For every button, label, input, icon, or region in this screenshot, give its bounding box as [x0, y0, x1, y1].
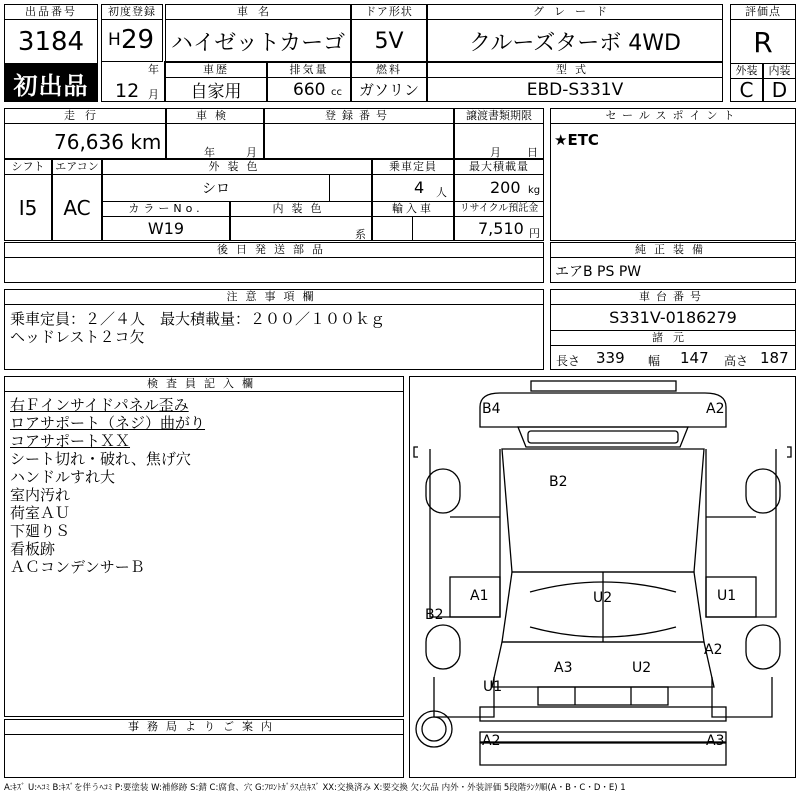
- import-cell-b: [412, 216, 454, 241]
- car-name-header: 車名: [165, 4, 351, 20]
- width-label: 幅: [648, 354, 661, 368]
- inspector-note: 看板跡: [10, 540, 56, 558]
- reg-no-header: 登録番号: [264, 108, 454, 124]
- genuine-header: 純正装備: [550, 242, 796, 258]
- mark-b4: B4: [482, 401, 501, 417]
- sales-point-header: セールスポイント: [550, 108, 796, 124]
- shift-value: I5: [4, 174, 52, 241]
- displacement-header: 排気量: [267, 62, 351, 78]
- int-color-header: 内装色: [230, 201, 372, 217]
- fuel-value: ガソリン: [351, 77, 427, 102]
- length-value: 339: [596, 349, 625, 367]
- grade-value: クルーズターボ 4WD: [469, 30, 681, 56]
- specs-header: 諸元: [550, 330, 796, 346]
- car-diagram-svg: [410, 377, 795, 777]
- mark-u2-rear: U2: [632, 660, 652, 676]
- mark-u2-center: U2: [593, 590, 613, 606]
- mark-a1-left: A1: [470, 588, 489, 604]
- reg-no-cell: [264, 123, 454, 159]
- legend: A:ｷｽﾞ U:ﾍｺﾐ B:ｷｽﾞを伴うﾍｺﾐ P:要塗装 W:補修跡 S:錆 C:腐食、穴 G:ﾌﾛﾝﾄｶﾞﾗｽ点ｷｽﾞ XX:交換済み X:要交換 欠:欠品 内外・外装評価 5段階ﾗﾝｸ順(A・B・C・D・E) 1: [4, 783, 626, 793]
- mileage-header: 走行: [4, 108, 166, 124]
- month-unit: 月: [148, 88, 159, 101]
- ext-color-header: 外装色: [102, 159, 372, 175]
- era-letter: H: [108, 30, 121, 50]
- max-load-unit: kg: [528, 185, 541, 196]
- first-reg-header: 初度登録: [101, 4, 163, 20]
- history-value: 自家用: [165, 77, 267, 102]
- inspector-note: 下廻りＳ: [10, 522, 71, 540]
- transfer-day-unit: 日: [527, 146, 538, 159]
- year-value: 29: [121, 25, 155, 55]
- later-parts-cell: [4, 257, 544, 283]
- genuine-value: エアB PS PW: [555, 264, 642, 280]
- history-header: 車歴: [165, 62, 267, 78]
- interior-header: 内装: [763, 63, 796, 79]
- capacity-header: 乗車定員: [372, 159, 454, 175]
- aircon-header: エアコン: [52, 159, 102, 175]
- mark-a3-rear: A3: [554, 660, 573, 676]
- chassis-value: S331V-0186279: [550, 304, 796, 331]
- caution-header: 注意事項欄: [4, 289, 544, 305]
- displacement-value: 660: [293, 80, 326, 100]
- first-listing-badge: 初出品: [4, 64, 98, 102]
- inspector-note: 荷室ＡＵ: [10, 504, 71, 522]
- chassis-header: 車台番号: [550, 289, 796, 305]
- shift-header: シフト: [4, 159, 52, 175]
- inspection-header: 車検: [166, 108, 264, 124]
- mileage-value: 76,636 km: [54, 130, 162, 154]
- inspection-year-unit: 年: [204, 146, 215, 159]
- inspector-note: ＡＣコンデンサーＢ: [10, 558, 145, 576]
- mark-u1-left: U1: [483, 679, 503, 695]
- inspector-header: 検査員記入欄: [4, 376, 404, 392]
- int-color-unit: 系: [355, 228, 366, 241]
- transfer-month-unit: 月: [490, 146, 501, 159]
- door-value: 5V: [374, 28, 404, 54]
- width-value: 147: [680, 349, 709, 367]
- inspector-note: ロアサポート（ネジ）曲がり: [10, 414, 206, 432]
- mark-a2-bottom: A2: [482, 733, 501, 749]
- int-color-cell: [230, 216, 372, 241]
- fuel-header: 燃料: [351, 62, 427, 78]
- later-parts-header: 後日発送部品: [4, 242, 544, 258]
- inspector-notes: [10, 396, 205, 576]
- max-load-header: 最大積載量: [454, 159, 544, 175]
- car-name-value: ハイゼットカーゴ: [170, 30, 346, 56]
- score-header: 評価点: [730, 4, 796, 20]
- ext-color-value: シロ: [202, 181, 230, 197]
- import-header: 輸入車: [372, 201, 454, 217]
- lot-no-value: 3184: [17, 27, 85, 57]
- ext-color-aux-cell: [329, 174, 372, 202]
- transfer-header: 譲渡書類期限: [454, 108, 544, 124]
- mark-a2-front: A2: [706, 401, 725, 417]
- office-cell: [4, 734, 404, 778]
- year-unit: 年: [148, 63, 159, 76]
- caution-line: 乗車定員：２／４人 最大積載量：２００／１００ｋｇ: [10, 310, 386, 328]
- grade-header: グレード: [427, 4, 723, 20]
- damage-diagram: [409, 376, 796, 778]
- interior-grade: D: [763, 78, 796, 102]
- inspector-note: コアサポートＸＸ: [10, 432, 131, 450]
- recycle-value: 7,510: [478, 219, 524, 238]
- mark-b2-roof: B2: [549, 474, 568, 490]
- mark-a3-bottom: A3: [706, 733, 725, 749]
- height-value: 187: [760, 349, 789, 367]
- exterior-header: 外装: [730, 63, 763, 79]
- inspector-note: 右Ｆインサイドパネル歪み: [10, 396, 189, 414]
- inspector-note: シート切れ・破れ、焦げ穴: [10, 450, 191, 468]
- lot-no-header: 出品番号: [4, 4, 98, 20]
- inspection-month-unit: 月: [246, 146, 257, 159]
- mark-u1-right: U1: [717, 588, 737, 604]
- model-header: 型式: [427, 62, 723, 78]
- height-label: 高さ: [724, 354, 749, 368]
- import-cell-a: [372, 216, 413, 241]
- score-value: R: [753, 25, 773, 59]
- aircon-value: AC: [52, 174, 102, 241]
- length-label: 長さ: [556, 354, 581, 368]
- inspector-note: ハンドルすれ大: [10, 468, 116, 486]
- model-value: EBD-S331V: [427, 77, 723, 102]
- caution-lines: [10, 310, 385, 346]
- capacity-unit: 人: [436, 186, 447, 199]
- mark-b2-left: B2: [425, 607, 444, 623]
- recycle-unit: 円: [529, 227, 540, 240]
- color-no-value: W19: [102, 216, 230, 241]
- office-header: 事務局よりご案内: [4, 719, 404, 735]
- capacity-value: 4: [414, 178, 425, 197]
- color-no-header: カラーNo.: [102, 201, 230, 217]
- displacement-unit: cc: [331, 87, 342, 98]
- sales-point-value: ★ETC: [554, 131, 599, 149]
- inspector-note: 室内汚れ: [10, 486, 71, 504]
- door-header: ドア形状: [351, 4, 427, 20]
- month-value: 12: [115, 80, 140, 102]
- caution-line: ヘッドレスト２コ欠: [10, 328, 145, 346]
- exterior-grade: C: [730, 78, 763, 102]
- recycle-header: リサイクル預託金: [454, 201, 544, 217]
- max-load-value: 200: [490, 178, 521, 197]
- mark-a2-right: A2: [704, 642, 723, 658]
